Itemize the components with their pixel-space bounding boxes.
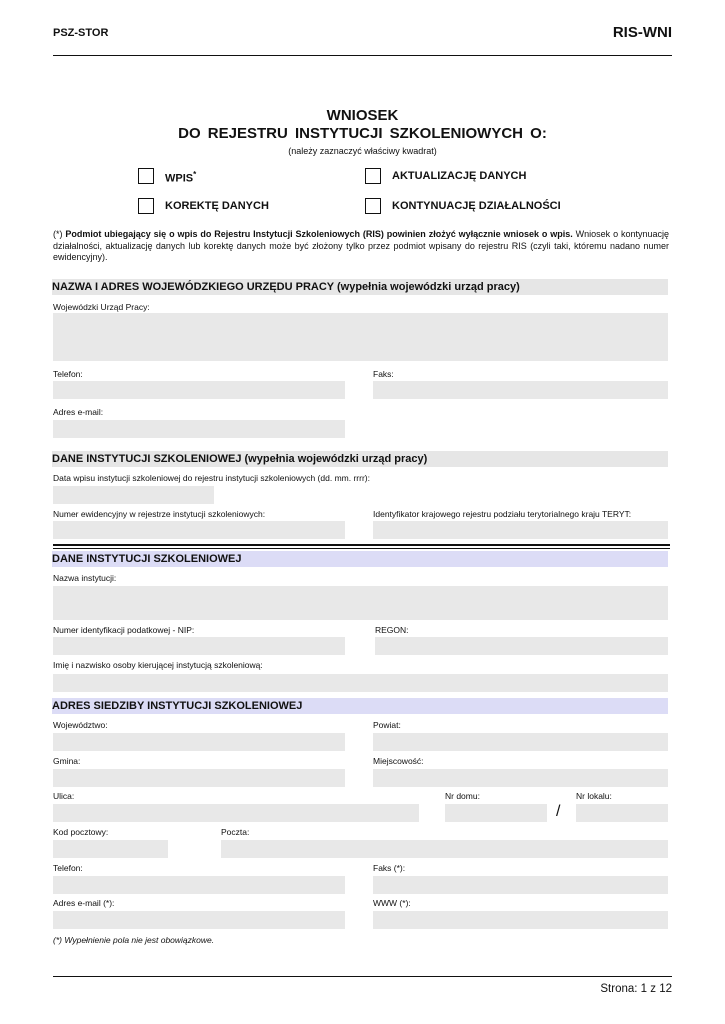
nr-lokalu-field[interactable] xyxy=(576,804,668,822)
kod-pocztowy-label: Kod pocztowy: xyxy=(53,827,109,837)
teryt-label: Identyfikator krajowego rejestru podziału terytorialnego kraju TERYT: xyxy=(373,509,632,519)
nip-field[interactable] xyxy=(53,637,345,655)
telefon-label: Telefon: xyxy=(53,863,83,873)
checkbox-kontynuacja[interactable] xyxy=(365,198,381,214)
data-wpisu-label: Data wpisu instytucji szkoleniowej do rejestru instytucji szkoleniowych (dd. mm. rrrr): xyxy=(53,473,370,483)
section-divider-bottom xyxy=(53,548,670,549)
checkbox-kontynuacja-label: KONTYNUACJĘ DZIAŁALNOŚCI xyxy=(392,200,561,212)
miejscowosc-field[interactable] xyxy=(373,769,668,787)
nr-domu-field[interactable] xyxy=(445,804,547,822)
gmina-label: Gmina: xyxy=(53,756,81,766)
header-rule xyxy=(53,55,672,56)
kierownik-field[interactable] xyxy=(53,674,668,692)
poczta-field[interactable] xyxy=(221,840,668,858)
email-label: Adres e-mail (*): xyxy=(53,898,115,908)
www-label: WWW (*): xyxy=(373,898,411,908)
kod-pocztowy-field[interactable] xyxy=(53,840,168,858)
address-number-separator: / xyxy=(556,803,561,820)
nr-domu-label: Nr domu: xyxy=(445,791,480,801)
nr-lokalu-label: Nr lokalu: xyxy=(576,791,612,801)
wup-email-field[interactable] xyxy=(53,420,345,438)
wup-label: Wojewódzki Urząd Pracy: xyxy=(53,302,150,312)
wup-faks-label: Faks: xyxy=(373,369,394,379)
section-divider-top xyxy=(53,544,670,546)
page-number: Strona: 1 z 12 xyxy=(600,983,672,995)
section-wup-header: NAZWA I ADRES WOJEWÓDZKIEGO URZĘDU PRACY (wypełnia wojewódzki urząd pracy) xyxy=(52,279,668,295)
wup-telefon-label: Telefon: xyxy=(53,369,83,379)
section-dane-wup-header: DANE INSTYTUCJI SZKOLENIOWEJ (wypełnia wojewódzki urząd pracy) xyxy=(52,451,668,467)
powiat-field[interactable] xyxy=(373,733,668,751)
powiat-label: Powiat: xyxy=(373,720,401,730)
footer-rule xyxy=(53,976,672,977)
section-adres-header: ADRES SIEDZIBY INSTYTUCJI SZKOLENIOWEJ xyxy=(52,698,668,714)
wojewodztwo-field[interactable] xyxy=(53,733,345,751)
checkbox-wpis[interactable] xyxy=(138,168,154,184)
faks-field[interactable] xyxy=(373,876,668,894)
poczta-label: Poczta: xyxy=(221,827,250,837)
wup-faks-field[interactable] xyxy=(373,381,668,399)
form-code-left: PSZ-STOR xyxy=(53,27,109,39)
numer-ewidencyjny-field[interactable] xyxy=(53,521,345,539)
wup-telefon-field[interactable] xyxy=(53,381,345,399)
ulica-label: Ulica: xyxy=(53,791,75,801)
checkbox-korekta[interactable] xyxy=(138,198,154,214)
checkbox-wpis-label: WPIS* xyxy=(165,170,197,185)
kierownik-label: Imię i nazwisko osoby kierującej instytucją szkoleniową: xyxy=(53,660,263,670)
wup-email-label: Adres e-mail: xyxy=(53,407,104,417)
checkbox-korekta-label: KOREKTĘ DANYCH xyxy=(165,200,269,212)
checkbox-hint: (należy zaznaczyć właściwy kwadrat) xyxy=(288,146,437,156)
telefon-field[interactable] xyxy=(53,876,345,894)
email-field[interactable] xyxy=(53,911,345,929)
section-dane-instytucji-header: DANE INSTYTUCJI SZKOLENIOWEJ xyxy=(52,551,668,567)
wup-field[interactable] xyxy=(53,313,668,361)
nazwa-instytucji-field[interactable] xyxy=(53,586,668,620)
nip-label: Numer identyfikacji podatkowej - NIP: xyxy=(53,625,195,635)
checkbox-aktualizacja[interactable] xyxy=(365,168,381,184)
form-subtitle: DO REJESTRU INSTYTUCJI SZKOLENIOWYCH O: xyxy=(178,125,547,142)
gmina-field[interactable] xyxy=(53,769,345,787)
wpis-note: (*) Podmiot ubiegający się o wpis do Rejestru Instytucji Szkoleniowych (RIS) powinien złożyć wyłącznie wniosek o wpis. Wniosek o kontynuację działalności, aktualizację danych lub korektę danych może być złożony tylko przez podmiot wpisany do rejestru RIS (czyli taki, któremu nadano numer ewidencyjny). xyxy=(53,229,669,262)
miejscowosc-label: Miejscowość: xyxy=(373,756,424,766)
form-code-right: RIS-WNI xyxy=(612,24,672,41)
regon-label: REGON: xyxy=(375,625,409,635)
data-wpisu-field[interactable] xyxy=(53,486,214,504)
www-field[interactable] xyxy=(373,911,668,929)
form-title: WNIOSEK xyxy=(326,107,399,124)
numer-ewidencyjny-label: Numer ewidencyjny w rejestrze instytucji szkoleniowych: xyxy=(53,509,266,519)
nazwa-instytucji-label: Nazwa instytucji: xyxy=(53,573,117,583)
checkbox-aktualizacja-label: AKTUALIZACJĘ DANYCH xyxy=(392,170,527,182)
faks-label: Faks (*): xyxy=(373,863,406,873)
ulica-field[interactable] xyxy=(53,804,419,822)
optional-footnote: (*) Wypełnienie pola nie jest obowiązkowe. xyxy=(53,935,215,945)
regon-field[interactable] xyxy=(375,637,668,655)
teryt-field[interactable] xyxy=(373,521,668,539)
wojewodztwo-label: Województwo: xyxy=(53,720,108,730)
